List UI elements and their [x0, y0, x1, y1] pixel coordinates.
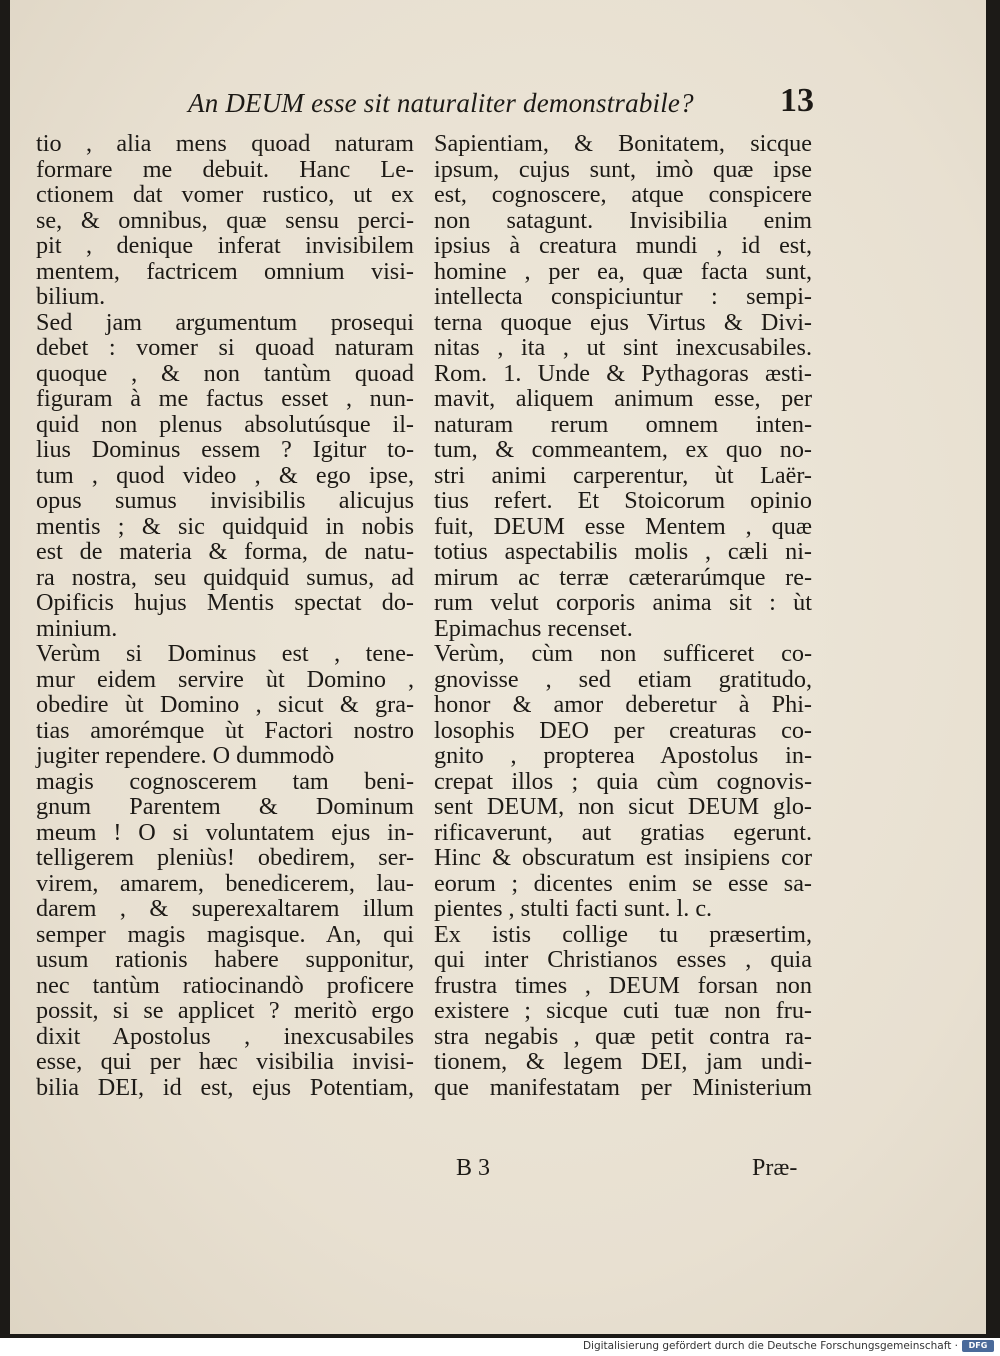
text-line: gnovisse , sed etiam gratitudo,	[434, 665, 812, 693]
text-line: Verùm si Dominus est , tene-	[36, 640, 414, 667]
text-line: debet : vomer si quoad naturam	[36, 334, 414, 361]
dfg-logo-icon: DFG	[962, 1340, 994, 1352]
text-line: tias amorémque ùt Factori nostro	[36, 716, 414, 744]
text-line: formare me debuit. Hanc Le-	[36, 155, 414, 183]
text-line: stra negabis , quæ petit contra ra-	[434, 1022, 812, 1050]
text-line: bilia DEI, id est, ejus Potentiam,	[36, 1073, 414, 1101]
text-line: dixit Apostolus , inexcusabiles	[36, 1022, 414, 1050]
funding-credit: Digitalisierung gefördert durch die Deutsche Forschungsgemeinschaft ·	[582, 1340, 958, 1352]
text-line: quid non plenus absolutúsque il-	[36, 410, 414, 438]
text-line: gnum Parentem & Dominum	[36, 793, 414, 820]
text-line: homine , per ea, quæ facta sunt,	[434, 257, 812, 285]
book-page	[10, 0, 986, 1334]
text-line: ctionem dat vomer rustico, ut ex	[36, 181, 414, 208]
text-line: usum rationis habere supponitur,	[36, 946, 414, 973]
text-line: Opificis hujus Mentis spectat do-	[36, 589, 414, 616]
text-line: pientes , stulti facti sunt. l. c.	[434, 895, 713, 922]
text-line: virem, amarem, benedicerem, lau-	[36, 869, 414, 897]
text-line: Rom. 1. Unde & Pythagoras æsti-	[434, 359, 812, 387]
text-line: figuram à me factus esset , nun-	[36, 385, 414, 412]
text-line: nitas , ita , ut sint inexcusabiles.	[434, 334, 812, 361]
text-line: tum, & commeantem, ex quo no-	[434, 436, 812, 463]
text-line: tius refert. Et Stoicorum opinio	[434, 487, 812, 514]
text-line: gnito , propterea Apostolus in-	[434, 742, 812, 769]
text-line: nec tantùm ratiocinandò proficere	[36, 971, 414, 999]
text-line: ipsius à creatura mundi , id est,	[434, 232, 812, 259]
text-line: bilium.	[36, 283, 106, 310]
left-text-column	[36, 131, 414, 1100]
text-line: sent DEUM, non sicut DEUM glo-	[434, 793, 812, 820]
text-line: magis cognoscerem tam beni-	[36, 767, 414, 795]
text-line: Hinc & obscuratum est insipiens cor	[434, 844, 812, 871]
text-line: ra nostra, seu quidquid sumus, ad	[36, 563, 414, 591]
text-line: honor & amor deberetur à Phi-	[434, 691, 812, 718]
text-line: mirum ac terræ cæterarúmque re-	[434, 563, 812, 591]
running-head: An DEUM esse sit naturaliter demonstrabile?	[188, 88, 694, 118]
text-line: lius Dominus essem ? Igitur to-	[36, 436, 414, 463]
text-line: terna quoque ejus Virtus & Divi-	[434, 308, 812, 336]
text-line: jugiter rependere. O dummodò	[36, 742, 335, 769]
text-line: mur eidem servire ùt Domino ,	[36, 665, 414, 693]
text-line: darem , & superexaltarem illum	[36, 895, 414, 922]
text-line: stri animi carperentur, ùt Laër-	[434, 461, 812, 489]
text-line: tio , alia mens quoad naturam	[36, 130, 414, 157]
text-line: qui inter Christianos esses , quia	[434, 946, 812, 973]
text-line: crepat illos ; quia cùm cognovis-	[434, 767, 812, 795]
text-line: naturam rerum omnem inten-	[434, 410, 812, 438]
text-line: meum ! O si voluntatem ejus in-	[36, 818, 414, 846]
text-line: quoque , & non tantùm quoad	[36, 359, 414, 387]
text-line: Epimachus recenset.	[434, 614, 633, 642]
text-line: telligerem pleniùs! obedirem, ser-	[36, 844, 414, 871]
text-line: rum velut corporis anima sit : ùt	[434, 589, 812, 616]
text-line: existere ; sicque cuti tuæ non fru-	[434, 997, 812, 1024]
text-line: esse, qui per hæc visibilia invisi-	[36, 1048, 414, 1075]
text-line: est, cognoscere, atque conspicere	[434, 181, 812, 208]
text-line: tum , quod video , & ego ipse,	[36, 461, 414, 489]
text-line: Sed jam argumentum prosequi	[36, 308, 414, 336]
text-line: mentem, factricem omnium visi-	[36, 257, 414, 285]
text-line: possit, si se applicet ? meritò ergo	[36, 997, 414, 1024]
text-line: losophis DEO per creaturas co-	[434, 716, 812, 744]
signature-mark: B 3	[456, 1155, 491, 1181]
text-line: fuit, DEUM esse Mentem , quæ	[434, 512, 812, 540]
text-line: tionem, & legem DEI, jam undi-	[434, 1048, 812, 1075]
text-line: que manifestatam per Ministerium	[434, 1073, 812, 1101]
text-line: mavit, aliquem animum esse, per	[434, 385, 812, 412]
text-line: est de materia & forma, de natu-	[36, 538, 414, 565]
text-line: semper magis magisque. An, qui	[36, 920, 414, 948]
text-line: ipsum, cujus sunt, imò quæ ipse	[434, 155, 812, 183]
right-text-column	[434, 131, 812, 1100]
text-line: se, & omnibus, quæ sensu perci-	[36, 206, 414, 234]
text-line: eorum ; dicentes enim se esse sa-	[434, 869, 812, 897]
text-line: rificaverunt, aut gratias egerunt.	[434, 818, 812, 846]
text-line: Ex istis collige tu præsertim,	[434, 920, 812, 948]
text-line: opus sumus invisibilis alicujus	[36, 487, 414, 514]
text-line: frustra times , DEUM forsan non	[434, 971, 812, 999]
text-line: totius aspectabilis molis , cæli ni-	[434, 538, 812, 565]
page-number: 13	[780, 82, 814, 119]
text-line: minium.	[36, 614, 118, 642]
text-line: Sapientiam, & Bonitatem, sicque	[434, 130, 812, 157]
text-line: intellecta conspiciuntur : sempi-	[434, 283, 812, 310]
text-line: obedire ùt Domino , sicut & gra-	[36, 691, 414, 718]
text-line: mentis ; & sic quidquid in nobis	[36, 512, 414, 540]
text-line: Verùm, cùm non sufficeret co-	[434, 640, 812, 667]
catchword: Præ-	[752, 1155, 798, 1181]
text-line: pit , denique inferat invisibilem	[36, 232, 414, 259]
text-line: non satagunt. Invisibilia enim	[434, 206, 812, 234]
